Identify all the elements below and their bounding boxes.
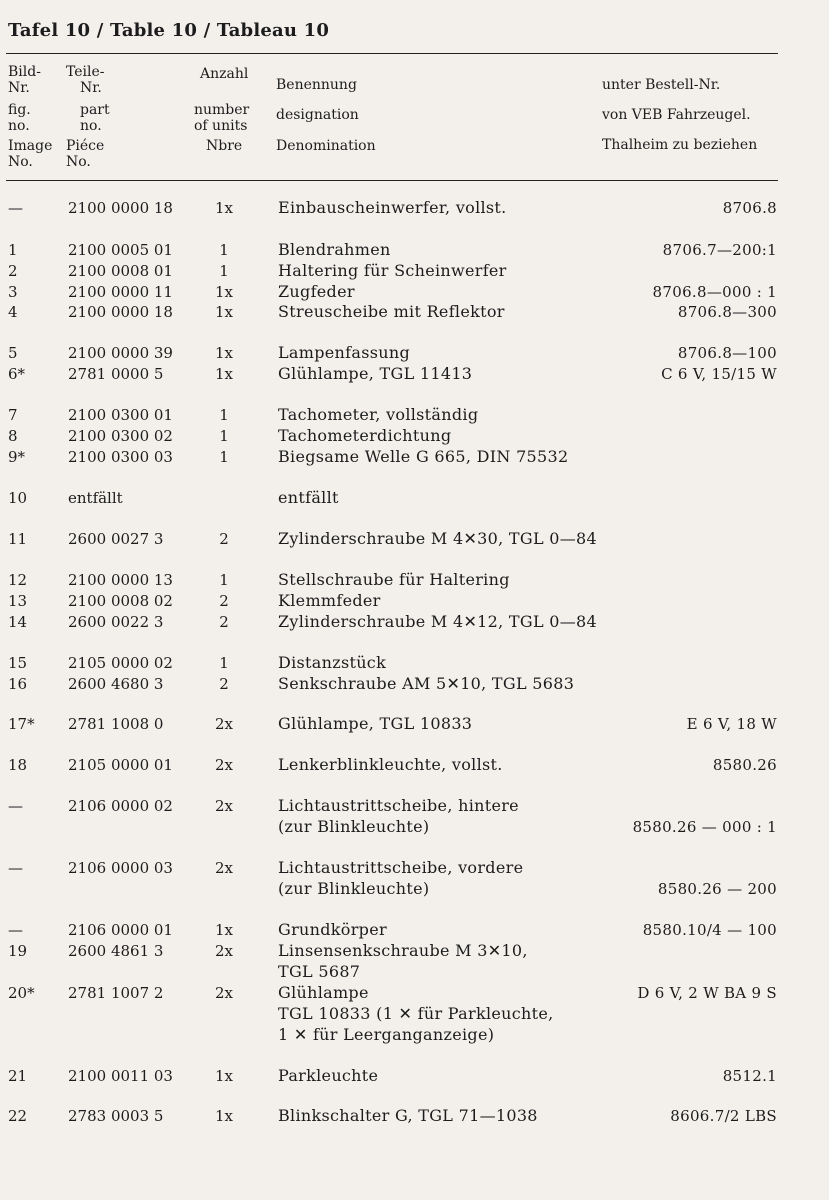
row-designation: Lichtaustrittscheibe, hintere	[278, 796, 519, 815]
row-image-number: 22	[8, 1107, 28, 1125]
row-part-number: 2783 0003 5	[68, 1107, 164, 1125]
row-image-number: 9*	[8, 448, 26, 466]
row-quantity: 1	[219, 654, 229, 672]
header-order-1: unter Bestell-Nr.	[602, 77, 721, 93]
row-image-number: 20*	[8, 984, 35, 1002]
row-designation: TGL 10833 (1 ✕ für Parkleuchte,	[278, 1004, 554, 1023]
row-part-number: 2600 0022 3	[68, 613, 164, 631]
row-designation: Senkschraube AM 5✕10, TGL 5683	[278, 674, 575, 693]
row-part-number: 2106 0000 01	[68, 921, 173, 939]
header-image-nr-en-1: fig.	[8, 102, 31, 118]
row-designation: Zugfeder	[278, 282, 355, 301]
header-quantity-en-2: of units	[194, 118, 248, 134]
header-quantity-en-1: number	[194, 102, 250, 118]
header-order-3: Thalheim zu beziehen	[602, 137, 758, 153]
row-designation: Stellschraube für Haltering	[278, 570, 510, 589]
row-part-number: 2100 0011 03	[68, 1067, 173, 1085]
row-order-number: 8580.26 — 200	[657, 880, 777, 898]
row-order-number: 8706.8—300	[677, 303, 777, 321]
row-part-number: 2100 0300 03	[68, 448, 173, 466]
row-image-number: 6*	[8, 365, 26, 383]
row-image-number: —	[8, 797, 23, 815]
header-part-nr-de-1: Teile-	[66, 64, 105, 80]
row-designation: Tachometerdichtung	[278, 426, 452, 445]
row-order-number: 8706.8—100	[677, 344, 777, 362]
row-part-number: 2106 0000 02	[68, 797, 173, 815]
row-image-number: —	[8, 921, 23, 939]
row-part-number: 2100 0300 02	[68, 427, 173, 445]
row-designation: (zur Blinkleuchte)	[278, 879, 430, 898]
row-designation: Distanzstück	[278, 653, 387, 672]
row-part-number: 2781 0000 5	[68, 365, 164, 383]
row-part-number: 2100 0000 18	[68, 303, 173, 321]
header-image-nr-de-1: Bild-	[8, 64, 41, 80]
row-designation: Lichtaustrittscheibe, vordere	[278, 858, 524, 877]
row-designation: Glühlampe, TGL 11413	[278, 364, 473, 383]
row-designation: Grundkörper	[278, 920, 387, 939]
row-image-number: 4	[8, 303, 18, 321]
header-rule	[6, 180, 778, 181]
row-quantity: 1x	[214, 1067, 233, 1085]
row-image-number: 10	[8, 489, 28, 507]
row-designation: Klemmfeder	[278, 591, 381, 610]
row-quantity: 2x	[214, 756, 233, 774]
header-image-nr-fr-1: Image	[8, 138, 53, 154]
top-rule	[6, 53, 778, 54]
row-quantity: 1	[219, 448, 229, 466]
header-designation-fr: Denomination	[276, 138, 376, 154]
row-image-number: 18	[8, 756, 28, 774]
row-quantity: 2x	[214, 984, 233, 1002]
row-image-number: 13	[8, 592, 28, 610]
header-designation-en: designation	[276, 107, 359, 123]
row-designation: (zur Blinkleuchte)	[278, 817, 430, 836]
row-part-number: 2105 0000 02	[68, 654, 173, 672]
row-part-number: 2781 1007 2	[68, 984, 164, 1002]
row-image-number: 14	[8, 613, 28, 631]
row-designation: Lenkerblinkleuchte, vollst.	[278, 755, 503, 774]
header-part-nr-en-2: no.	[80, 118, 102, 134]
header-part-nr-fr-2: No.	[66, 154, 91, 170]
row-order-number: D 6 V, 2 W BA 9 S	[637, 984, 777, 1002]
header-image-nr-de-2: Nr.	[8, 80, 30, 96]
row-designation: Glühlampe, TGL 10833	[278, 714, 473, 733]
row-designation: Haltering für Scheinwerfer	[278, 261, 507, 280]
row-designation: Linsensenkschraube M 3✕10,	[278, 941, 528, 960]
row-designation: Einbauscheinwerfer, vollst.	[278, 198, 507, 217]
row-image-number: 16	[8, 675, 28, 693]
row-image-number: —	[8, 859, 23, 877]
row-designation: entfällt	[278, 488, 339, 507]
header-part-nr-en-1: part	[80, 102, 110, 118]
row-order-number: 8606.7/2 LBS	[670, 1107, 777, 1125]
header-quantity-de: Anzahl	[200, 66, 249, 82]
row-designation: Parkleuchte	[278, 1066, 379, 1085]
row-designation: Tachometer, vollständig	[278, 405, 479, 424]
row-image-number: 12	[8, 571, 28, 589]
row-quantity: 2	[219, 675, 229, 693]
row-designation: TGL 5687	[278, 962, 361, 981]
row-designation: Zylinderschraube M 4✕12, TGL 0—84	[278, 612, 598, 631]
row-part-number: 2100 0008 02	[68, 592, 173, 610]
row-quantity: 2	[219, 592, 229, 610]
row-image-number: 11	[8, 530, 28, 548]
row-part-number: 2100 0000 11	[68, 283, 173, 301]
row-quantity: 2	[219, 530, 229, 548]
row-part-number: 2105 0000 01	[68, 756, 173, 774]
row-part-number: 2600 4861 3	[68, 942, 164, 960]
row-part-number: 2100 0000 39	[68, 344, 173, 362]
row-part-number: 2100 0000 18	[68, 199, 173, 217]
row-part-number: 2100 0005 01	[68, 241, 173, 259]
row-part-number: 2100 0000 13	[68, 571, 173, 589]
row-designation: Blendrahmen	[278, 240, 391, 259]
row-order-number: 8512.1	[722, 1067, 777, 1085]
row-order-number: 8706.7—200:1	[662, 241, 777, 259]
row-quantity: 1	[219, 427, 229, 445]
row-part-number: 2100 0008 01	[68, 262, 173, 280]
row-image-number: 7	[8, 406, 18, 424]
row-designation: Lampenfassung	[278, 343, 410, 362]
row-image-number: 17*	[8, 715, 35, 733]
row-quantity: 1x	[214, 344, 233, 362]
row-part-number: 2781 1008 0	[68, 715, 164, 733]
header-designation-de: Benennung	[276, 77, 357, 93]
header-quantity-fr: Nbre	[206, 138, 243, 154]
header-image-nr-en-2: no.	[8, 118, 30, 134]
header-part-nr-de-2: Nr.	[80, 80, 102, 96]
row-quantity: 1	[219, 406, 229, 424]
header-part-nr-fr-1: Piéce	[66, 138, 105, 154]
row-part-number: 2106 0000 03	[68, 859, 173, 877]
row-image-number: 3	[8, 283, 18, 301]
row-part-number: entfällt	[68, 489, 123, 507]
row-image-number: 5	[8, 344, 18, 362]
row-image-number: —	[8, 199, 23, 217]
row-order-number: 8706.8—000 : 1	[652, 283, 777, 301]
row-image-number: 2	[8, 262, 18, 280]
row-part-number: 2100 0300 01	[68, 406, 173, 424]
row-order-number: 8580.10/4 — 100	[642, 921, 777, 939]
row-quantity: 1x	[214, 365, 233, 383]
row-quantity: 1x	[214, 921, 233, 939]
row-image-number: 21	[8, 1067, 28, 1085]
row-quantity: 1x	[214, 303, 233, 321]
header-image-nr-fr-2: No.	[8, 154, 33, 170]
row-order-number: 8706.8	[722, 199, 777, 217]
page-title: Tafel 10 / Table 10 / Tableau 10	[8, 20, 330, 41]
row-part-number: 2600 0027 3	[68, 530, 164, 548]
row-image-number: 8	[8, 427, 18, 445]
row-quantity: 1	[219, 262, 229, 280]
row-quantity: 1	[219, 571, 229, 589]
row-quantity: 1x	[214, 1107, 233, 1125]
row-designation: 1 ✕ für Leerganganzeige)	[278, 1025, 495, 1044]
row-order-number: 8580.26	[712, 756, 777, 774]
row-quantity: 2x	[214, 797, 233, 815]
row-part-number: 2600 4680 3	[68, 675, 164, 693]
row-designation: Zylinderschraube M 4✕30, TGL 0—84	[278, 529, 598, 548]
row-quantity: 2x	[214, 859, 233, 877]
header-order-2: von VEB Fahrzeugel.	[602, 107, 751, 123]
row-quantity: 2	[219, 613, 229, 631]
row-quantity: 1	[219, 241, 229, 259]
row-quantity: 1x	[214, 199, 233, 217]
row-quantity: 1x	[214, 283, 233, 301]
row-quantity: 2x	[214, 942, 233, 960]
row-order-number: E 6 V, 18 W	[686, 715, 777, 733]
row-image-number: 19	[8, 942, 28, 960]
row-image-number: 1	[8, 241, 18, 259]
row-image-number: 15	[8, 654, 28, 672]
row-designation: Biegsame Welle G 665, DIN 75532	[278, 447, 569, 466]
row-quantity: 2x	[214, 715, 233, 733]
row-order-number: 8580.26 — 000 : 1	[632, 818, 777, 836]
row-designation: Glühlampe	[278, 983, 369, 1002]
row-designation: Blinkschalter G, TGL 71—1038	[278, 1106, 538, 1125]
row-order-number: C 6 V, 15/15 W	[661, 365, 777, 383]
row-designation: Streuscheibe mit Reflektor	[278, 302, 505, 321]
